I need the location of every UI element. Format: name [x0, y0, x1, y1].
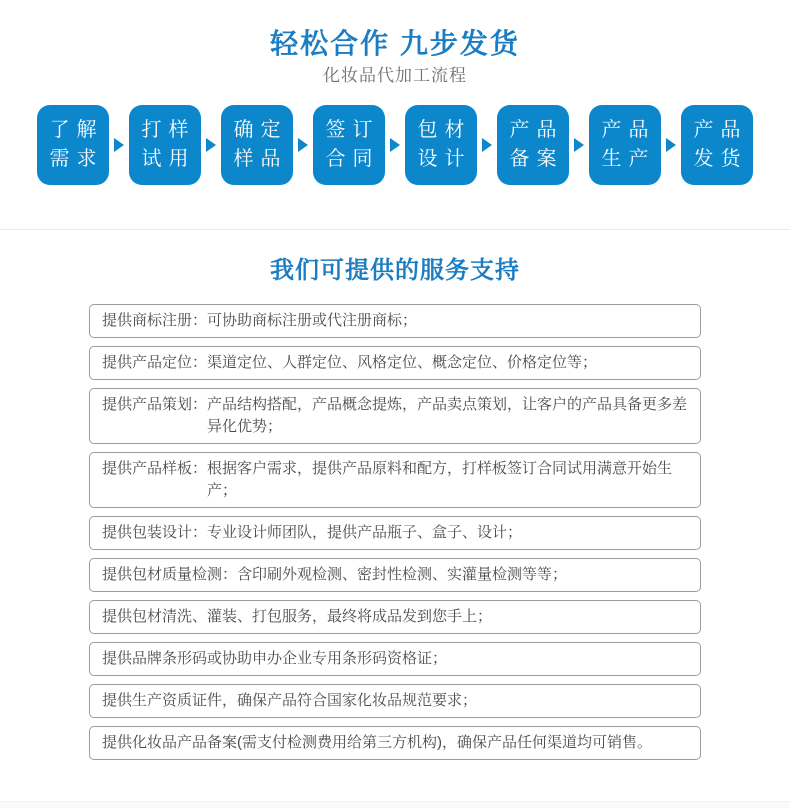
flow-step-text: 生产 — [601, 148, 656, 170]
service-item-label: 提供产品样板： — [102, 460, 208, 477]
flow-step-text: 签订 — [325, 119, 380, 141]
next-section-edge — [0, 801, 790, 808]
service-item-product-record — [89, 726, 701, 760]
flow-step-text: 备案 — [509, 148, 564, 170]
service-item-text: 提供包材清洗、灌装、打包服务，最终将成品发到您手上； — [102, 608, 493, 625]
flow-step-confirm-sample — [221, 105, 293, 185]
service-item-label: 提供包装设计： — [102, 524, 208, 541]
flow-step-text: 包材 — [417, 119, 472, 141]
service-item-license — [89, 684, 701, 718]
service-item-text: 根据客户需求，提供产品原料和配方，打样板签订合同试用满意开始生产； — [207, 460, 673, 499]
service-item-text: 渠道定位、人群定位、风格定位、概念定位、价格定位等； — [207, 354, 598, 371]
flow-step-text: 确定 — [233, 119, 288, 141]
arrow-right-icon — [574, 138, 584, 152]
flow-step-text: 需求 — [49, 148, 104, 170]
service-item-filling-packing — [89, 600, 701, 634]
flow-step-text: 打样 — [141, 119, 196, 141]
process-flow — [0, 105, 790, 185]
arrow-right-icon — [390, 138, 400, 152]
flow-step-packaging-design — [405, 105, 477, 185]
page-title: 轻松合作 九步发货 — [270, 28, 520, 59]
flow-step-text: 产品 — [601, 119, 656, 141]
flow-step-text: 合同 — [325, 148, 380, 170]
service-item-text: 可协助商标注册或代注册商标； — [207, 312, 418, 329]
page-header — [0, 0, 790, 88]
flow-step-text: 样品 — [233, 148, 288, 170]
flow-step-text: 发货 — [693, 148, 748, 170]
flow-step-production — [589, 105, 661, 185]
service-item-planning — [89, 388, 701, 444]
arrow-right-icon — [666, 138, 676, 152]
service-item-label: 提供产品策划： — [102, 396, 208, 413]
flow-step-sample-trial — [129, 105, 201, 185]
arrow-right-icon — [298, 138, 308, 152]
service-item-sample — [89, 452, 701, 508]
flow-step-understand-needs — [37, 105, 109, 185]
service-item-package-design — [89, 516, 701, 550]
service-item-barcode — [89, 642, 701, 676]
flow-step-text: 试用 — [141, 148, 196, 170]
arrow-right-icon — [206, 138, 216, 152]
section-divider — [0, 229, 790, 230]
service-item-trademark — [89, 304, 701, 338]
services-list — [89, 304, 701, 760]
service-item-text: 含印刷外观检测、密封性检测、实灌量检测等等； — [237, 566, 568, 583]
flow-step-product-filing — [497, 105, 569, 185]
service-item-text: 提供化妆品产品备案(需支付检测费用给第三方机构)，确保产品任何渠道均可销售。 — [102, 734, 652, 751]
flow-step-shipping — [681, 105, 753, 185]
flow-step-text: 设计 — [417, 148, 472, 170]
service-item-text: 产品结构搭配，产品概念提炼，产品卖点策划，让客户的产品具备更多差异化优势； — [207, 396, 688, 435]
service-item-text: 提供生产资质证件，确保产品符合国家化妆品规范要求； — [102, 692, 478, 709]
flow-step-text: 产品 — [509, 119, 564, 141]
service-item-label: 提供商标注册： — [102, 312, 208, 329]
service-item-label: 提供包材质量检测： — [102, 566, 238, 583]
service-item-positioning — [89, 346, 701, 380]
arrow-right-icon — [482, 138, 492, 152]
service-item-text: 提供品牌条形码或协助申办企业专用条形码资格证； — [102, 650, 448, 667]
flow-step-sign-contract — [313, 105, 385, 185]
service-item-text: 专业设计师团队，提供产品瓶子、盒子、设计； — [207, 524, 523, 541]
page-subtitle: 化妆品代加工流程 — [323, 66, 467, 85]
arrow-right-icon — [114, 138, 124, 152]
service-item-label: 提供产品定位： — [102, 354, 208, 371]
flow-step-text: 产品 — [693, 119, 748, 141]
service-item-quality-test — [89, 558, 701, 592]
flow-step-text: 了解 — [49, 119, 104, 141]
services-section-title: 我们可提供的服务支持 — [270, 257, 520, 284]
